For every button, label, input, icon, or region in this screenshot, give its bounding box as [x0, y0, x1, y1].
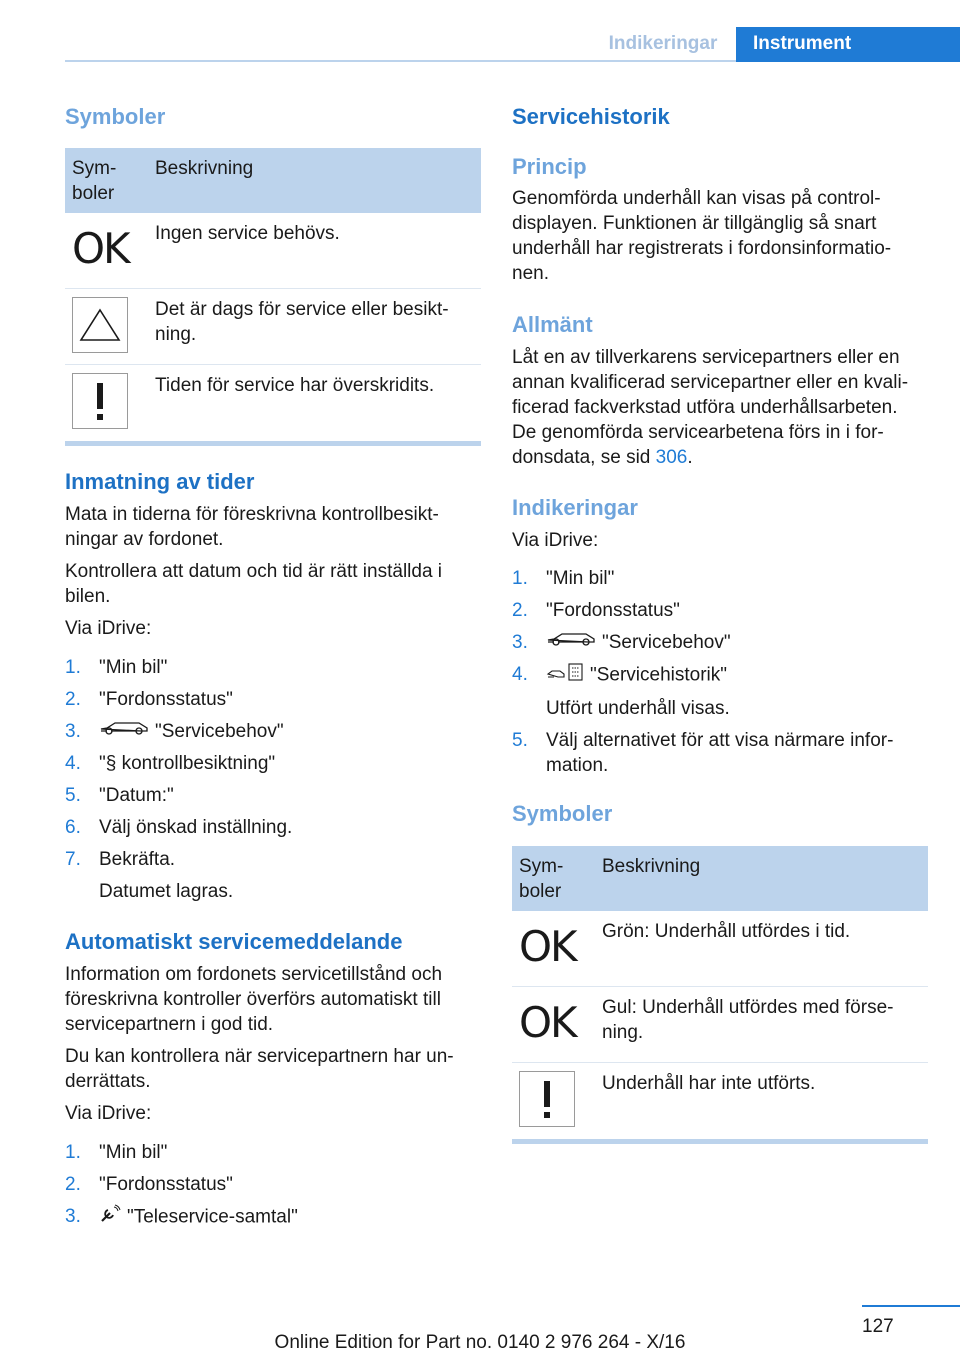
teleservice-wrench-icon	[99, 1204, 121, 1231]
list-text: "Fordonsstatus"	[99, 1174, 233, 1195]
list-number: 2.	[512, 600, 528, 621]
paragraph: Genomförda underhåll kan visas på control- displayen. Funktionen är tillgänglig så snart underhåll har registrerats i fordonsinformatio- nen.	[512, 188, 892, 284]
list-text: "Fordonsstatus"	[99, 689, 233, 710]
table-row	[65, 365, 481, 441]
paragraph: Via iDrive:	[512, 530, 599, 551]
general-heading: Allmänt	[512, 312, 593, 337]
ok-green-symbol: OK	[519, 922, 576, 971]
list-text: "Servicebehov"	[602, 632, 731, 653]
list-text: "Datum:"	[99, 785, 174, 807]
list-number: 2.	[65, 1174, 81, 1195]
car-service-icon	[99, 719, 149, 744]
list-number: 4.	[65, 753, 81, 775]
list-number: 1.	[65, 1142, 81, 1163]
idrive-steps-list	[512, 566, 928, 785]
list-number: 7.	[65, 849, 81, 871]
list-text: "Servicehistorik"	[590, 665, 728, 686]
list-item	[65, 1172, 481, 1197]
list-number: 6.	[65, 817, 81, 839]
row-description: Ingen service behövs.	[155, 223, 340, 244]
table-bottom-rule	[512, 1139, 928, 1144]
list-text: Välj alternativet för att visa närmare infor- mation.	[546, 730, 894, 777]
row-description: Det är dags för service eller besikt- ning.	[155, 299, 449, 345]
col-description-header: Beskrivning	[155, 158, 254, 179]
header-chapter-tab[interactable]: Instrument	[736, 27, 960, 62]
list-text: Bekräfta.	[99, 849, 176, 871]
list-item	[65, 751, 481, 776]
list-number: 3.	[512, 632, 528, 653]
list-item	[65, 719, 481, 744]
list-item	[65, 687, 481, 712]
idrive-steps-list	[65, 655, 481, 911]
paragraph: Information om fordonets servicetillstånd och föreskrivna kontroller överförs automatiskt till servicepartnern i god tid.	[65, 964, 443, 1035]
list-item	[512, 630, 928, 655]
table-row	[512, 987, 928, 1063]
page-reference-link[interactable]: 306	[655, 447, 688, 468]
list-text: "Teleservice-samtal"	[127, 1206, 298, 1228]
paragraph: Via iDrive:	[65, 618, 152, 639]
symbols-heading: Symboler	[512, 801, 613, 826]
table-row	[65, 289, 481, 365]
list-number: 3.	[65, 1206, 81, 1227]
list-item	[512, 728, 928, 778]
list-number: 2.	[65, 689, 81, 710]
service-history-heading: Servicehistorik	[512, 104, 670, 129]
symbols-table	[512, 846, 928, 1144]
list-item	[65, 655, 481, 680]
paragraph: Kontrollera att datum och tid är rätt inställda i bilen.	[65, 561, 443, 607]
list-number: 1.	[512, 568, 528, 589]
col-symbols-header: Sym- boler	[72, 158, 117, 204]
paragraph: Via iDrive:	[65, 1103, 152, 1124]
list-item	[65, 1140, 481, 1165]
paragraph: Du kan kontrollera när servicepartnern har un- derrättats.	[65, 1046, 454, 1092]
idrive-steps-list	[65, 1140, 481, 1238]
exclamation-icon	[72, 373, 128, 429]
row-description: Grön: Underhåll utfördes i tid.	[602, 921, 851, 942]
footer-rule	[862, 1305, 960, 1307]
list-text: "Min bil"	[546, 568, 615, 589]
table-header	[65, 148, 481, 213]
symbols-table	[65, 148, 481, 446]
table-header	[512, 846, 928, 911]
list-text: "Fordonsstatus"	[546, 600, 680, 621]
list-text: "Min bil"	[99, 1142, 168, 1163]
paragraph-text: .	[687, 447, 693, 468]
list-text: "§ kontrollbesiktning"	[99, 753, 276, 775]
paragraph: Mata in tiderna för föreskrivna kontrollbesikt- ningar av fordonet.	[65, 504, 439, 550]
list-text: Välj önskad inställning.	[99, 817, 293, 839]
row-description: Underhåll har inte utförts.	[602, 1073, 816, 1094]
list-item	[65, 1204, 481, 1231]
row-description: Gul: Underhåll utfördes med förse- ning.	[602, 997, 894, 1043]
paragraph-text: Låt en av tillverkarens servicepartners eller en annan kvalificerad servicepartner eller en kvali- ficerad fackverkstad utföra underhållsarbeten. De genomförda servicearbetena förs in i for- donsdata, se sid	[512, 347, 909, 468]
exclamation-icon	[519, 1071, 575, 1127]
list-item	[65, 783, 481, 808]
list-text: "Servicebehov"	[155, 721, 284, 742]
list-number: 5.	[65, 785, 81, 807]
edition-text: Online Edition for Part no. 0140 2 976 264 - X/16	[274, 1332, 686, 1353]
list-subtext: Utfört underhåll visas.	[546, 698, 730, 720]
list-item	[65, 847, 481, 904]
row-description: Tiden för service har överskridits.	[155, 375, 435, 396]
table-bottom-rule	[65, 441, 481, 446]
input-times-heading: Inmatning av tider	[65, 469, 255, 494]
list-number: 1.	[65, 657, 81, 678]
list-item	[512, 566, 928, 591]
col-description-header: Beskrivning	[602, 856, 701, 877]
table-row	[65, 213, 481, 289]
auto-service-heading: Automatiskt servicemeddelande	[65, 929, 403, 954]
paragraph	[512, 345, 908, 470]
symbols-heading: Symboler	[65, 104, 166, 129]
list-item	[512, 598, 928, 623]
warning-triangle-icon	[72, 297, 128, 353]
principle-heading: Princip	[512, 154, 587, 179]
page-number: 127	[862, 1316, 894, 1337]
list-subtext: Datumet lagras.	[99, 881, 234, 903]
list-item	[65, 815, 481, 840]
header-section-tab[interactable]: Indikeringar	[608, 33, 718, 54]
ok-symbol: OK	[72, 224, 129, 273]
indications-heading: Indikeringar	[512, 495, 638, 520]
col-symbols-header: Sym- boler	[519, 856, 564, 902]
list-number: 5.	[512, 730, 528, 752]
ok-yellow-symbol: OK	[519, 998, 576, 1047]
list-number: 3.	[65, 721, 81, 742]
list-text: "Min bil"	[99, 657, 168, 678]
list-item	[512, 662, 928, 721]
list-number: 4.	[512, 664, 528, 686]
car-service-icon	[546, 630, 596, 655]
table-row	[512, 1063, 928, 1139]
table-row	[512, 911, 928, 987]
service-history-icon	[546, 662, 584, 689]
